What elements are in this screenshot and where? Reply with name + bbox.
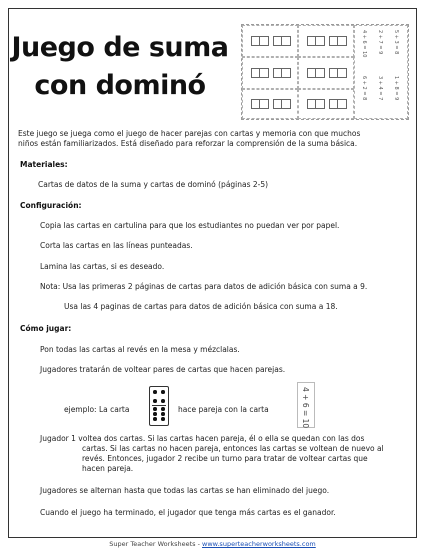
config-note-detail: Usa las 4 paginas de cartas para datos de adición básica con suma a 18. [64,302,338,311]
intro-line-1: Este juego se juega como el juego de hacer parejas con cartas y memoria con que muchos [18,129,361,138]
preview-cell [298,89,354,119]
preview-cell [298,57,354,89]
mini-domino-icon [307,99,325,109]
como-jugar-heading: Cómo jugar: [20,324,72,333]
mini-domino-icon [273,99,291,109]
domino-bottom-half [152,407,166,423]
preview-cell [242,89,298,119]
config-note: Nota: Usa las primeras 2 páginas de cartas para datos de adición básica con suma a 9. [40,282,368,291]
mini-domino-icon [251,68,269,78]
mini-domino-icon [251,36,269,46]
preview-equation-column [354,25,408,119]
mini-domino-icon [329,36,347,46]
materiales-heading: Materiales: [20,160,68,169]
mini-domino-icon [273,36,291,46]
player1-line: hacen pareja. [82,464,134,473]
example-prefix: ejemplo: La carta [64,405,130,414]
title-line-2: con dominó [34,70,206,101]
equation-card-text: 4 + 6 = 10 [301,387,310,429]
footer [0,540,425,548]
example-middle: hace pareja con la carta [178,405,269,414]
card-preview-thumbnail [241,24,409,120]
footer-link[interactable]: www.superteacherworksheets.com [202,540,316,548]
mini-domino-icon [329,99,347,109]
configuracion-heading: Configuración: [20,201,82,210]
preview-cell [242,57,298,89]
player1-line: cartas. Si las cartas no hacen pareja, entonces las cartas se voltean de nuevo al [82,444,384,453]
step-flip-pairs: Jugadores tratarán de voltear pares de cartas que hacen parejas. [40,365,286,374]
config-item: Corta las cartas en las líneas punteadas. [40,241,193,250]
equation-card [297,382,315,428]
materiales-text: Cartas de datos de la suma y cartas de dominó (páginas 2-5) [38,180,269,189]
config-item: Lamina las cartas, si es deseado. [40,262,165,271]
mini-domino-icon [329,68,347,78]
player1-line: revés. Entonces, jugador 2 recibe un turno para tratar de voltear cartas que [82,454,368,463]
preview-equation: 6 + 2 = 8 [361,76,367,101]
intro-line-2: niños están familiarizados. Está diseñado para reforzar la comprensión de la suma básica. [18,139,358,148]
domino-top-half [152,389,166,405]
preview-equation: 3 + 4 = 7 [377,76,383,101]
mini-domino-icon [273,68,291,78]
preview-cell [242,25,298,57]
step-alternate: Jugadores se alternan hasta que todas las cartas se han eliminado del juego. [40,486,330,495]
title-line-1: Juego de suma [11,32,229,63]
preview-equation: 2 + 7 = 9 [377,30,383,55]
mini-domino-icon [251,99,269,109]
mini-domino-icon [307,36,325,46]
domino-card-icon [149,386,169,426]
preview-cell [298,25,354,57]
step-shuffle: Pon todas las cartas al revés en la mesa y mézclalas. [40,345,240,354]
footer-prefix: Super Teacher Worksheets - [109,540,203,548]
mini-domino-icon [307,68,325,78]
step-end: Cuando el juego ha terminado, el jugador que tenga más cartas es el ganador. [40,508,336,517]
player1-line: Jugador 1 voltea dos cartas. Si las cartas hacen pareja, él o ella se quedan con las dos [40,434,365,443]
preview-equation: 1 + 8 = 9 [393,76,399,101]
config-item: Copia las cartas en cartulina para que los estudiantes no puedan ver por papel. [40,221,340,230]
preview-equation: 4 + 6 = 10 [361,30,367,58]
preview-equation: 5 + 3 = 8 [393,30,399,55]
